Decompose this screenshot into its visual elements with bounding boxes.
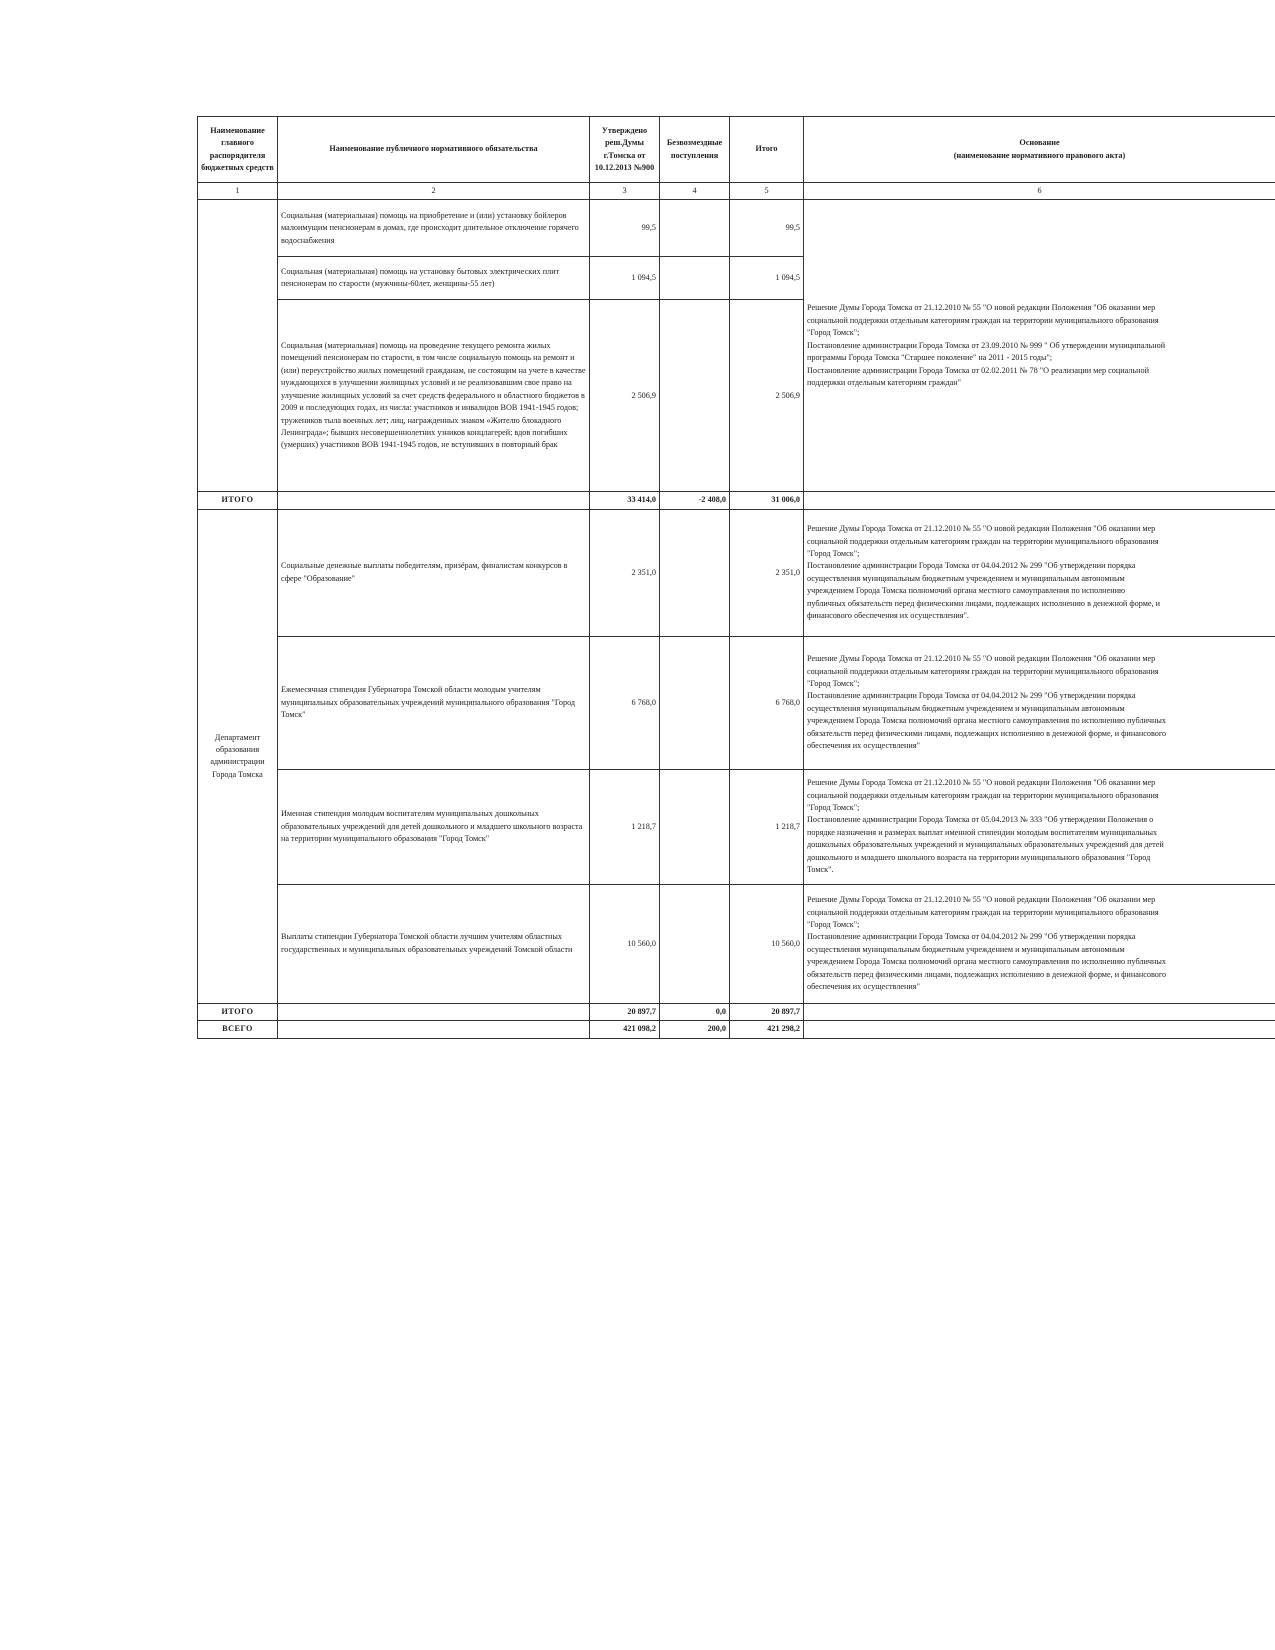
- basis-line: Томск".: [807, 865, 834, 875]
- total-value: 6 768,0: [730, 636, 804, 769]
- basis-line: порядке назначения и размерах выплат именной стипендии молодым воспитателям муниципальных: [807, 827, 1158, 837]
- free-receipts-value: [660, 636, 730, 769]
- basis-line: обязательств перед физическими лицами, подлежащих исполнению в денежной форме, и финансового: [807, 728, 1167, 738]
- basis-line: осуществления муниципальным бюджетным учреждением и муниципальным автономным: [807, 944, 1125, 954]
- table-row: [198, 636, 1275, 769]
- header-col-total: Итого: [730, 117, 804, 183]
- subtotal-basis-empty: [804, 492, 1275, 509]
- grand-total-approved: 421 098,2: [590, 1021, 660, 1038]
- grand-total-free-receipts: 200,0: [660, 1021, 730, 1038]
- free-receipts-value: [660, 884, 730, 1003]
- basis-line: обеспечения их осуществления": [807, 741, 920, 751]
- free-receipts-value: [660, 200, 730, 257]
- header-col-distributor: Наименование главного распорядителя бюджетных средств: [198, 117, 278, 183]
- basis-line: Решение Думы Города Томска от 21.12.2010 № 55 "О новой редакции Положения "Об оказании мер: [807, 778, 1156, 788]
- table-row: [198, 509, 1275, 636]
- subtotal-label: ИТОГО: [198, 492, 278, 509]
- basis-line: Постановление администрации Города Томска от 02.02.2011 № 78 "О реализации мер социальной: [807, 365, 1149, 375]
- basis-line: учреждением Города Томска полномочий органа местного самоуправления по исполнению публичных: [807, 957, 1167, 967]
- basis-line: Решение Думы Города Томска от 21.12.2010 № 55 "О новой редакции Положения "Об оказании мер: [807, 524, 1156, 534]
- basis-line: "Город Томск";: [807, 803, 860, 812]
- total-value: 2 506,9: [730, 300, 804, 492]
- subtotal-basis-empty: [804, 1003, 1275, 1020]
- grand-total-row: [198, 1021, 1275, 1038]
- column-number: 5: [730, 183, 804, 200]
- subtotal-total: 31 006,0: [730, 492, 804, 509]
- basis-line: социальной поддержки отдельным категориям граждан на территории муниципального образования: [807, 790, 1159, 800]
- table-row: [198, 200, 1275, 257]
- basis-line: Постановление администрации Города Томска от 23.09.2010 № 999 " Об утверждении муниципальной: [807, 340, 1166, 350]
- basis-cell: [804, 636, 1275, 769]
- distributor-name: Департамент образования администрации Города Томска: [198, 509, 278, 1003]
- grand-total-total: 421 298,2: [730, 1021, 804, 1038]
- basis-line: программы Города Томска "Старшее поколение" на 2011 - 2015 годы";: [807, 353, 1053, 363]
- basis-line: дошкольного и младшего школьного возраста на территории муниципального образования "Город: [807, 852, 1151, 862]
- approved-value: 2 506,9: [590, 300, 660, 492]
- subtotal-empty-cell: [278, 492, 590, 509]
- basis-line: Решение Думы Города Томска от 21.12.2010 № 55 "О новой редакции Положения "Об оказании мер: [807, 895, 1156, 905]
- header-basis-subtitle: (наименование нормативного правового акта): [953, 150, 1126, 160]
- table-row: [198, 884, 1275, 1003]
- obligation-name: Выплаты стипендии Губернатора Томской области лучшим учителям областных государственных и муниципальных образовательных учреждений Томской области: [278, 884, 590, 1003]
- basis-cell: [804, 509, 1275, 636]
- header-basis-title: Основание: [1019, 138, 1060, 148]
- table-row: [198, 769, 1275, 884]
- subtotal-row: [198, 492, 1275, 509]
- basis-line: социальной поддержки отдельным категориям граждан на территории муниципального образования: [807, 666, 1159, 676]
- basis-line: осуществления муниципальным бюджетным учреждением и муниципальным автономным: [807, 703, 1125, 713]
- subtotal-approved: 20 897,7: [590, 1003, 660, 1020]
- subtotal-approved: 33 414,0: [590, 492, 660, 509]
- basis-cell: [804, 884, 1275, 1003]
- basis-line: учреждением Города Томска полномочий органа местного самоуправления по исполнению: [807, 586, 1126, 596]
- approved-value: 1 218,7: [590, 769, 660, 884]
- obligation-name: Именная стипендия молодым воспитателям муниципальных дошкольных образовательных учреждений для детей дошкольного и младшего школьного возраста на территории муниципального образования "Город Томск": [278, 769, 590, 884]
- total-value: 10 560,0: [730, 884, 804, 1003]
- column-number-row: [198, 183, 1275, 200]
- grand-total-basis-empty: [804, 1021, 1275, 1038]
- basis-line: обязательств перед физическими лицами, подлежащих исполнению в денежной форме, и финансового: [807, 969, 1167, 979]
- basis-line: Постановление администрации Города Томска от 04.04.2012 № 299 "Об утверждении порядка: [807, 561, 1136, 571]
- total-value: 1 218,7: [730, 769, 804, 884]
- table-header-row: [198, 117, 1275, 183]
- subtotal-row: [198, 1003, 1275, 1020]
- column-number: 4: [660, 183, 730, 200]
- obligation-name: Ежемесячная стипендия Губернатора Томской области молодым учителям муниципальных образовательных учреждений муниципального образования "Город Томск": [278, 636, 590, 769]
- obligation-name: Социальная (материальная) помощь на проведение текущего ремонта жилых помещений пенсионерам по старости, в том числе социальную помощь на ремонт и (или) переустройство жилых помещений гражданам, не состоящим на учете в качестве нуждающихся в улучшении жилищных условий и не реализовавшим свое право на улучшение жилищных условий за счет средств федерального и областного бюджетов в 2009 и последующих годах, из числа: участников и инвалидов ВОВ 1941-1945 годов; тружеников тыла военных лет; лиц, награжденных знаком «Жителю блокадного Ленинграда»; бывших несовершеннолетних узников концлагерей; вдов погибших (умерших) участников ВОВ 1941-1945 годов, не вступивших в повторный брак: [278, 300, 590, 492]
- basis-line: Постановление администрации Города Томска от 04.04.2012 № 299 "Об утверждении порядка: [807, 691, 1136, 701]
- column-number: 2: [278, 183, 590, 200]
- basis-line: осуществления муниципальным бюджетным учреждением и муниципальным автономным: [807, 573, 1125, 583]
- basis-line: социальной поддержки отдельным категориям граждан на территории муниципального образования: [807, 536, 1159, 546]
- free-receipts-value: [660, 257, 730, 300]
- header-col-basis: [804, 117, 1275, 183]
- basis-line: "Город Томск";: [807, 549, 860, 558]
- basis-line: дошкольных образовательных учреждений и муниципальных образовательных учреждений для детей: [807, 840, 1164, 850]
- free-receipts-value: [660, 300, 730, 492]
- basis-line: обеспечения их осуществления": [807, 982, 920, 992]
- subtotal-label: ИТОГО: [198, 1003, 278, 1020]
- column-number: 1: [198, 183, 278, 200]
- total-value: 99,5: [730, 200, 804, 257]
- header-col-approved: Утверждено реш.Думы г.Томска от 10.12.2013 №900: [590, 117, 660, 183]
- basis-line: поддержки отдельным категориям граждан": [807, 377, 962, 387]
- approved-value: 6 768,0: [590, 636, 660, 769]
- obligations-table: [197, 116, 1275, 1039]
- basis-line: "Город Томск";: [807, 679, 860, 688]
- approved-value: 10 560,0: [590, 884, 660, 1003]
- basis-line: Решение Думы Города Томска от 21.12.2010 № 55 "О новой редакции Положения "Об оказании мер: [807, 303, 1156, 313]
- distributor-cell-empty: [198, 200, 278, 492]
- basis-line: Постановление администрации Города Томска от 04.04.2012 № 299 "Об утверждении порядка: [807, 932, 1136, 942]
- grand-total-empty-cell: [278, 1021, 590, 1038]
- approved-value: 2 351,0: [590, 509, 660, 636]
- basis-line: публичных обязательств перед физическими лицами, подлежащих исполнению в денежной форме, и: [807, 598, 1161, 608]
- total-value: 1 094,5: [730, 257, 804, 300]
- basis-line: Постановление администрации Города Томска от 05.04.2013 № 333 "Об утверждении Положения о: [807, 815, 1154, 825]
- subtotal-free-receipts: 0,0: [660, 1003, 730, 1020]
- approved-value: 1 094,5: [590, 257, 660, 300]
- basis-cell: [804, 769, 1275, 884]
- basis-line: социальной поддержки отдельным категориям граждан на территории муниципального образования: [807, 907, 1159, 917]
- header-col-obligation: Наименование публичного нормативного обязательства: [278, 117, 590, 183]
- total-value: 2 351,0: [730, 509, 804, 636]
- basis-line: социальной поддержки отдельным категориям граждан на территории муниципального образования: [807, 315, 1159, 325]
- obligation-name: Социальная (материальная) помощь на установку бытовых электрических плит пенсионерам по старости (мужчины-60лет, женщины-55 лет): [278, 257, 590, 300]
- free-receipts-value: [660, 769, 730, 884]
- column-number: 6: [804, 183, 1275, 200]
- free-receipts-value: [660, 509, 730, 636]
- basis-line: Решение Думы Города Томска от 21.12.2010 № 55 "О новой редакции Положения "Об оказании мер: [807, 654, 1156, 664]
- subtotal-free-receipts: -2 408,0: [660, 492, 730, 509]
- basis-line: финансового обеспечения их осуществления".: [807, 611, 969, 621]
- basis-line: "Город Томск";: [807, 328, 860, 338]
- obligation-name: Социальная (материальная) помощь на приобретение и (или) установку бойлеров малоимущим пенсионерам в домах, где происходит длительное отключение горячего водоснабжения: [278, 200, 590, 257]
- basis-line: учреждением Города Томска полномочий органа местного самоуправления по исполнению публичных: [807, 716, 1167, 726]
- obligation-name: Социальные денежные выплаты победителям, призёрам, финалистам конкурсов в сфере "Образование": [278, 509, 590, 636]
- subtotal-empty-cell: [278, 1003, 590, 1020]
- column-number: 3: [590, 183, 660, 200]
- basis-line: "Город Томск";: [807, 920, 860, 929]
- basis-cell: [804, 200, 1275, 492]
- approved-value: 99,5: [590, 200, 660, 257]
- subtotal-total: 20 897,7: [730, 1003, 804, 1020]
- grand-total-label: ВСЕГО: [198, 1021, 278, 1038]
- header-col-free-receipts: Безвозмездные поступления: [660, 117, 730, 183]
